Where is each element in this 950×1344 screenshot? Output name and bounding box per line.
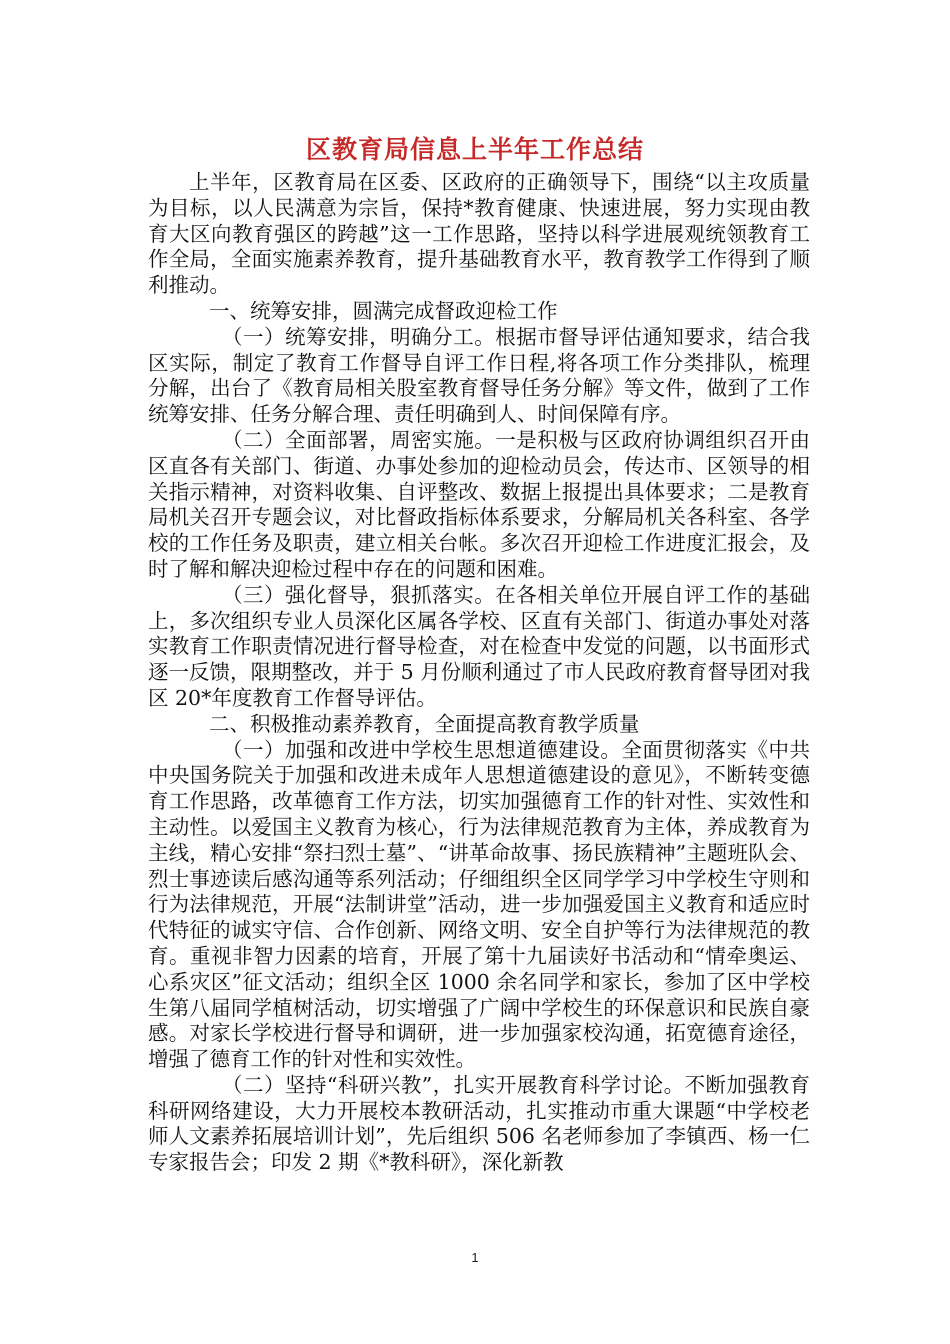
page-number: 1 — [471, 1250, 479, 1265]
document-body — [148, 170, 810, 1176]
section-heading: 二、积极推动素养教育，全面提高教育教学质量 — [209, 711, 640, 736]
sub-paragraph: （二）坚持“科研兴教”，扎实开展教育科学讨论。不断加强教育科研网络建设，大力开展校本教研活动，扎实推动市重大课题“中学校老师人文素养拓展培训计划”，先后组织 506 名老师参加了李镇西、杨一仁专家报告会；印发 2 期《*教科研》，深化新教 — [148, 1072, 810, 1175]
intro-paragraph: 上半年，区教育局在区委、区政府的正确领导下，围绕“以主攻质量为目标，以人民满意为宗旨，保持*教育健康、快速进展，努力实现由教育大区向教育强区的跨越”这一工作思路，坚持以科学进展观统领教育工作全局，全面实施素养教育，提升基础教育水平，教育教学工作得到了顺利推动。 — [148, 170, 810, 298]
sub-paragraph: （一）加强和改进中学校生思想道德建设。全面贯彻落实《中共中央国务院关于加强和改进未成年人思想道德建设的意见》，不断转变德育工作思路，改革德育工作方法，切实加强德育工作的针对性、实效性和主动性。以爱国主义教育为核心，行为法律规范教育为主体，养成教育为主线，精心安排“祭扫烈士墓”、“讲革命故事、扬民族精神”主题班队会、烈士事迹读后感沟通等系列活动；仔细组织全区同学学习中学校生守则和行为法律规范，开展“法制讲堂”活动，进一步加强爱国主义教育和适应时代特征的诚实守信、合作创新、网络文明、安全自护等行为法律规范的教育。重视非智力因素的培育，开展了第十九届读好书活动和“情牵奥运、心系灾区”征文活动；组织全区 1000 余名同学和家长，参加了区中学校生第八届同学植树活动，切实增强了广阔中学校生的环保意识和民族自豪感。对家长学校进行督导和调研，进一步加强家校沟通，拓宽德育途径，增强了德育工作的针对性和实效性。 — [148, 737, 810, 1072]
sub-paragraph: （二）全面部署，周密实施。一是积极与区政府协调组织召开由区直各有关部门、街道、办事处参加的迎检动员会，传达市、区领导的相关指示精神，对资料收集、自评整改、数据上报提出具体要求；二是教育局机关召开专题会议，对比督政指标体系要求，分解局机关各科室、各学校的工作任务及职责，建立相关台帐。多次召开迎检工作进度汇报会，及时了解和解决迎检过程中存在的问题和困难。 — [148, 427, 810, 581]
sub-paragraph: （一）统筹安排，明确分工。根据市督导评估通知要求，结合我区实际，制定了教育工作督导自评工作日程,将各项工作分类排队，梳理分解，出台了《教育局相关股室教育督导任务分解》等文件，做到了工作统筹安排、任务分解合理、责任明确到人、时间保障有序。 — [148, 324, 810, 427]
section-heading: 一、统筹安排，圆满完成督政迎检工作 — [209, 298, 558, 323]
sub-paragraph: （三）强化督导，狠抓落实。在各相关单位开展自评工作的基础上，多次组织专业人员深化区属各学校、区直有关部门、街道办事处对落实教育工作职责情况进行督导检查，对在检查中发觉的问题，以书面形式逐一反馈，限期整改，并于 5 月份顺利通过了市人民政府教育督导团对我区 20*年度教育工作督导评估。 — [148, 582, 810, 710]
document-title: 区教育局信息上半年工作总结 — [305, 135, 644, 164]
